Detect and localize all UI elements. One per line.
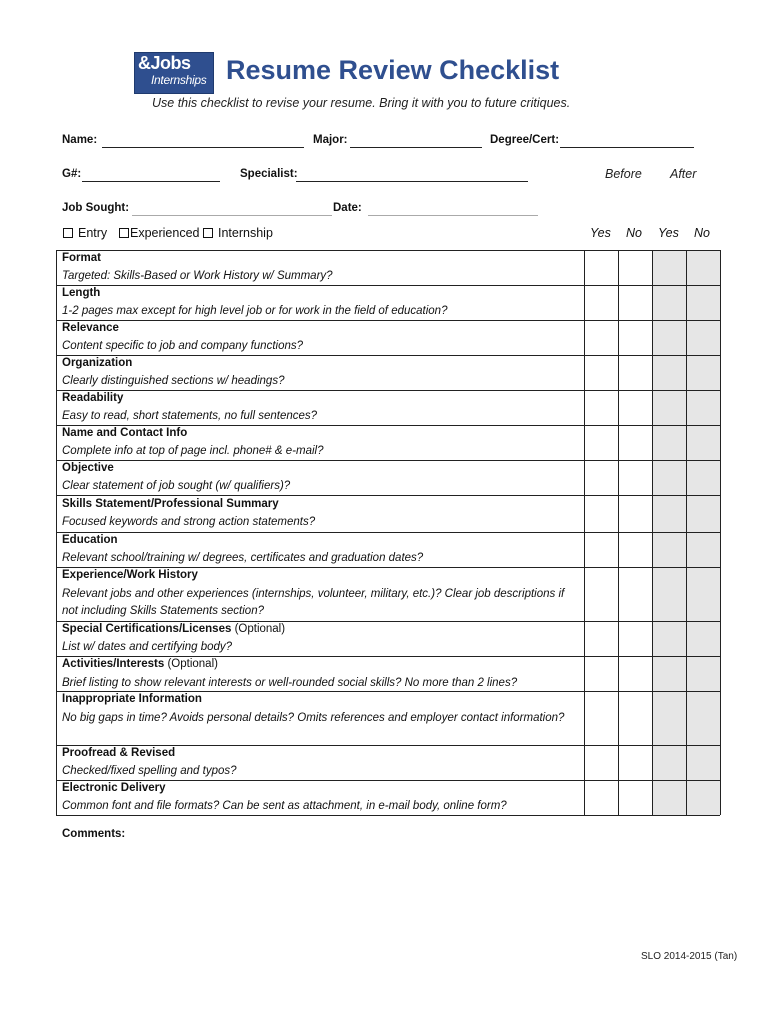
row-certifications-title (62, 623, 285, 635)
row-objective-title: Objective (62, 462, 114, 474)
row-divider (56, 425, 720, 426)
row-readability-title: Readability (62, 392, 124, 404)
before-heading: Before (605, 167, 642, 181)
row-format-desc: Targeted: Skills-Based or Work History w/ Summary? (62, 270, 333, 282)
row-inappropriate-info-title: Inappropriate Information (62, 693, 202, 705)
major-field[interactable] (350, 147, 482, 148)
row-activities-title (62, 658, 218, 670)
jobs-internships-logo (134, 52, 214, 94)
row-divider (56, 815, 720, 816)
internship-option-label: Internship (218, 226, 273, 240)
experienced-option-label: Experienced (130, 226, 200, 240)
before-yes-heading: Yes (590, 226, 611, 240)
after-heading: After (670, 167, 697, 181)
logo-line-1: &Jobs (138, 53, 191, 73)
name-label: Name: (62, 134, 98, 146)
row-education-title: Education (62, 534, 118, 546)
row-length-desc: 1-2 pages max except for high level job or for work in the field of education? (62, 305, 448, 317)
after-yes-heading: Yes (658, 226, 679, 240)
internship-checkbox[interactable] (203, 228, 213, 238)
row-length-title: Length (62, 287, 101, 299)
before-no-heading: No (626, 226, 642, 240)
date-field[interactable] (368, 215, 538, 216)
degree-field[interactable] (560, 147, 694, 148)
experienced-checkbox[interactable] (119, 228, 129, 238)
job-sought-field[interactable] (132, 215, 332, 216)
row-proofread-title: Proofread & Revised (62, 747, 176, 759)
row-divider (56, 460, 720, 461)
logo-line-2: Internships (151, 73, 207, 87)
date-label: Date: (333, 202, 362, 214)
row-skills-statement-desc: Focused keywords and strong action statements? (62, 516, 316, 528)
row-format-title: Format (62, 252, 101, 264)
row-divider (56, 285, 720, 286)
row-readability-desc: Easy to read, short statements, no full sentences? (62, 410, 318, 422)
entry-checkbox[interactable] (63, 228, 73, 238)
row-divider (56, 320, 720, 321)
specialist-field[interactable] (296, 181, 528, 182)
row-divider (56, 656, 720, 657)
g-number-label: G#: (62, 168, 82, 180)
table-border-right (720, 250, 721, 815)
row-relevance-desc: Content specific to job and company functions? (62, 340, 304, 352)
row-divider (56, 390, 720, 391)
row-objective-desc: Clear statement of job sought (w/ qualifiers)? (62, 480, 291, 492)
specialist-label: Specialist: (240, 168, 298, 180)
entry-option-label: Entry (78, 226, 108, 240)
row-education-desc: Relevant school/training w/ degrees, certificates and graduation dates? (62, 552, 424, 564)
major-label: Major: (313, 134, 348, 146)
after-no-heading: No (694, 226, 710, 240)
page-title: Resume Review Checklist (226, 55, 560, 85)
page-subtitle: Use this checklist to revise your resume. Bring it with you to future critiques. (152, 96, 571, 110)
row-inappropriate-info-desc: No big gaps in time? Avoids personal details? Omits references and employer contact information? (62, 712, 565, 724)
row-divider (56, 532, 720, 533)
row-contact-info-desc: Complete info at top of page incl. phone# & e-mail? (62, 445, 324, 457)
optional-tag: (Optional) (167, 658, 218, 670)
job-sought-label: Job Sought: (62, 202, 130, 214)
row-proofread-desc: Checked/fixed spelling and typos? (62, 765, 237, 777)
row-divider (56, 621, 720, 622)
row-activities-desc: Brief listing to show relevant interests or well-rounded social skills? No more than 2 lines? (62, 677, 518, 689)
row-certifications-desc: List w/ dates and certifying body? (62, 641, 233, 653)
row-divider (56, 250, 720, 251)
degree-label: Degree/Cert: (490, 134, 560, 146)
row-organization-title: Organization (62, 357, 133, 369)
optional-tag: (Optional) (234, 623, 286, 635)
row-divider (56, 745, 720, 746)
row-activities-label: Activities/Interests (62, 658, 165, 670)
row-certifications-label: Special Certifications/Licenses (62, 623, 232, 635)
row-experience-desc: Relevant jobs and other experiences (internships, volunteer, military, etc.)? Clear job descriptions if not including Skills Statements section? (62, 588, 565, 617)
row-divider (56, 780, 720, 781)
row-electronic-delivery-title: Electronic Delivery (62, 782, 166, 794)
row-contact-info-title: Name and Contact Info (62, 427, 188, 439)
row-divider (56, 567, 720, 568)
row-organization-desc: Clearly distinguished sections w/ headings? (62, 375, 285, 387)
footer-code: SLO 2014-2015 (Tan) (641, 951, 738, 962)
name-field[interactable] (102, 147, 304, 148)
row-skills-statement-title: Skills Statement/Professional Summary (62, 498, 279, 510)
row-relevance-title: Relevance (62, 322, 119, 334)
row-divider (56, 355, 720, 356)
comments-label: Comments: (62, 828, 126, 840)
row-divider (56, 495, 720, 496)
g-number-field[interactable] (82, 181, 220, 182)
row-electronic-delivery-desc: Common font and file formats? Can be sent as attachment, in e-mail body, online form? (62, 800, 507, 812)
row-experience-title: Experience/Work History (62, 569, 198, 581)
